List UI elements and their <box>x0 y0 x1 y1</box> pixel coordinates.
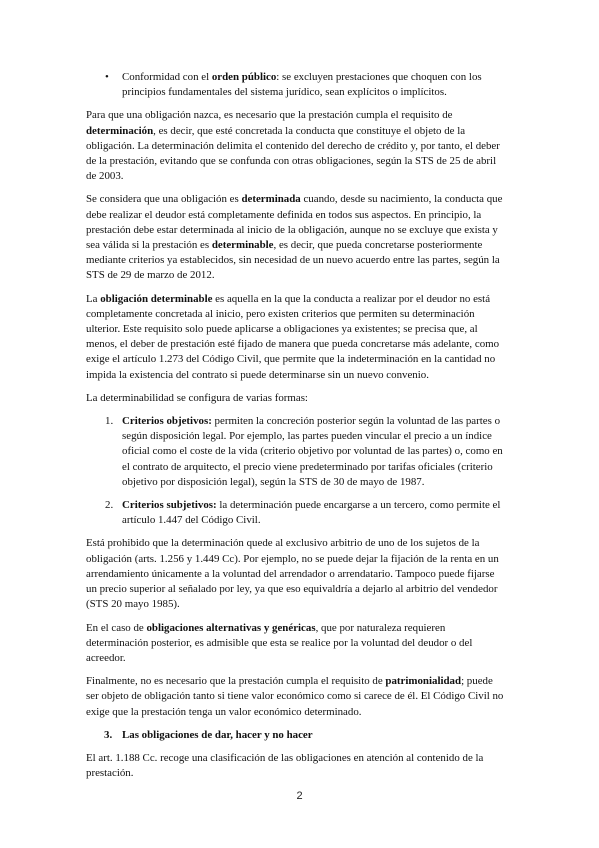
paragraph-obligaciones-alternativas <box>86 621 505 667</box>
bullet-list <box>86 70 505 100</box>
paragraph-determinada <box>86 192 505 283</box>
text-run: Conformidad con el <box>122 71 212 83</box>
list-number: 1. <box>105 415 114 428</box>
section-number: 3. <box>104 728 113 741</box>
page-content <box>86 70 505 789</box>
paragraph-obligacion-determinable <box>86 292 505 383</box>
section-title: Las obligaciones de dar, hacer y no hacer <box>122 728 313 741</box>
bullet-marker: • <box>105 71 109 83</box>
paragraph-patrimonialidad <box>86 674 505 720</box>
text-run: la determinación puede encargarse a un tercero, como permite el artículo 1.447 del Código Civil. <box>122 499 501 527</box>
paragraph-determinabilidad: La determinabilidad se configura de varias formas: <box>86 391 308 404</box>
section-heading <box>86 728 505 743</box>
bold-term-determinable: determinable <box>211 239 274 252</box>
bold-term-determinada: determinada <box>241 193 301 206</box>
bold-term-determinacion: determinación <box>86 124 154 137</box>
bold-term-obligacion-determinable: obligación determinable <box>100 292 213 305</box>
text-run: En el caso de <box>86 621 147 634</box>
text-run: Finalmente, no es necesario que la prestación cumpla el requisito de <box>86 675 386 688</box>
bold-term-obligaciones-alternativas: obligaciones alternativas y genéricas <box>146 621 316 634</box>
bold-term-orden-publico: orden público <box>211 71 277 83</box>
list-item-orden-publico <box>86 70 505 100</box>
page-number: 2 <box>296 790 303 802</box>
text-run: La <box>86 292 101 305</box>
text-run: , es decir, que esté concretada la conducta que constituye el objeto de la obligación. La determinación delimita el contenido del derecho de crédito y, por tanto, el deber de la prestación, evitando que se confunda con otras obligaciones, según la STS de 25 de abril de 2003. <box>86 124 500 183</box>
text-run: Se considera que una obligación es <box>86 193 242 206</box>
text-run: permiten la concreción posterior según la voluntad de las partes o según disposición legal. Por ejemplo, las partes pueden vincular el precio a un índice oficial como el coste de la vida (criterio objetivo por voluntad de las partes) o, como en el contrato de arquitecto, el precio viene predeterminado por tarifas oficiales (criterio objetivo por disposición legal), según la STS de 30 de mayo de 1987. <box>122 415 503 488</box>
text-run: es aquella en la que la conducta a realizar por el deudor no está completamente concretada al inicio, pero existen criterios que permiten su determinación ulterior. Este requisito solo puede aplicarse a obligaciones ya existentes; se precisa que, al menos, el deber de prestación esté fijado de manera que pueda concretarse más adelante, como exige el artículo 1.273 del Código Civil, que permite que la indeterminación en la cantidad no impida la existencia del contrato si puede determinarse sin un nuevo convenio. <box>86 292 500 381</box>
text-run: , es decir, que pueda concretarse posteriormente mediante criterios ya establecidos, sin necesidad de un nuevo acuerdo entre las partes, según la STS de 29 de marzo de 2012. <box>86 239 500 282</box>
criteria-list <box>86 414 505 528</box>
list-number: 2. <box>105 499 114 512</box>
text-run: : se excluyen prestaciones que choquen con los principios fundamentales del sistema jurídico, sean explícitos o implícitos. <box>122 71 482 99</box>
list-item-criterios-objetivos <box>86 414 505 490</box>
paragraph-determinacion <box>86 108 505 184</box>
text-run: , que por naturaleza requieren determinación posterior, es admisible que esta se realice por la voluntad del deudor o del acreedor. <box>86 621 473 664</box>
bold-term-criterios-subjetivos: Criterios subjetivos: <box>122 499 217 512</box>
text-run: Para que una obligación nazca, es necesario que la prestación cumpla el requisito de <box>86 109 453 122</box>
paragraph-prohibicion-arbitrio: Está prohibido que la determinación quede al exclusivo arbitrio de uno de los sujetos de la obligación (arts. 1.256 y 1.449 Cc). Por ejemplo, no se puede dejar la fijación de la renta en un arrendamiento únicamente a la voluntad del arrendador o arrendatario. Tampoco puede fijarse un precio superior al señalado por ley, ya que eso equivaldría a dejarlo al arbitrio del vendedor (STS 20 mayo 1985). <box>86 537 499 611</box>
bold-term-patrimonialidad: patrimonialidad <box>385 675 462 688</box>
paragraph-art-1188: El art. 1.188 Cc. recoge una clasificación de las obligaciones en atención al contenido de la prestación. <box>86 751 484 780</box>
list-item-criterios-subjetivos <box>86 498 505 528</box>
text-run: cuando, desde su nacimiento, la conducta que debe realizar el deudor está completamente definida en todos sus aspectos. En principio, la prestación debe estar determinada al inicio de la obligación, aunque no se excluye que exista y sea válida si la prestación es <box>86 193 503 252</box>
text-run: ; puede ser objeto de obligación tanto si tiene valor económico como si carece de él. El Código Civil no exige que la prestación tenga un valor económico determinado. <box>86 675 504 718</box>
bold-term-criterios-objetivos: Criterios objetivos: <box>122 415 212 428</box>
